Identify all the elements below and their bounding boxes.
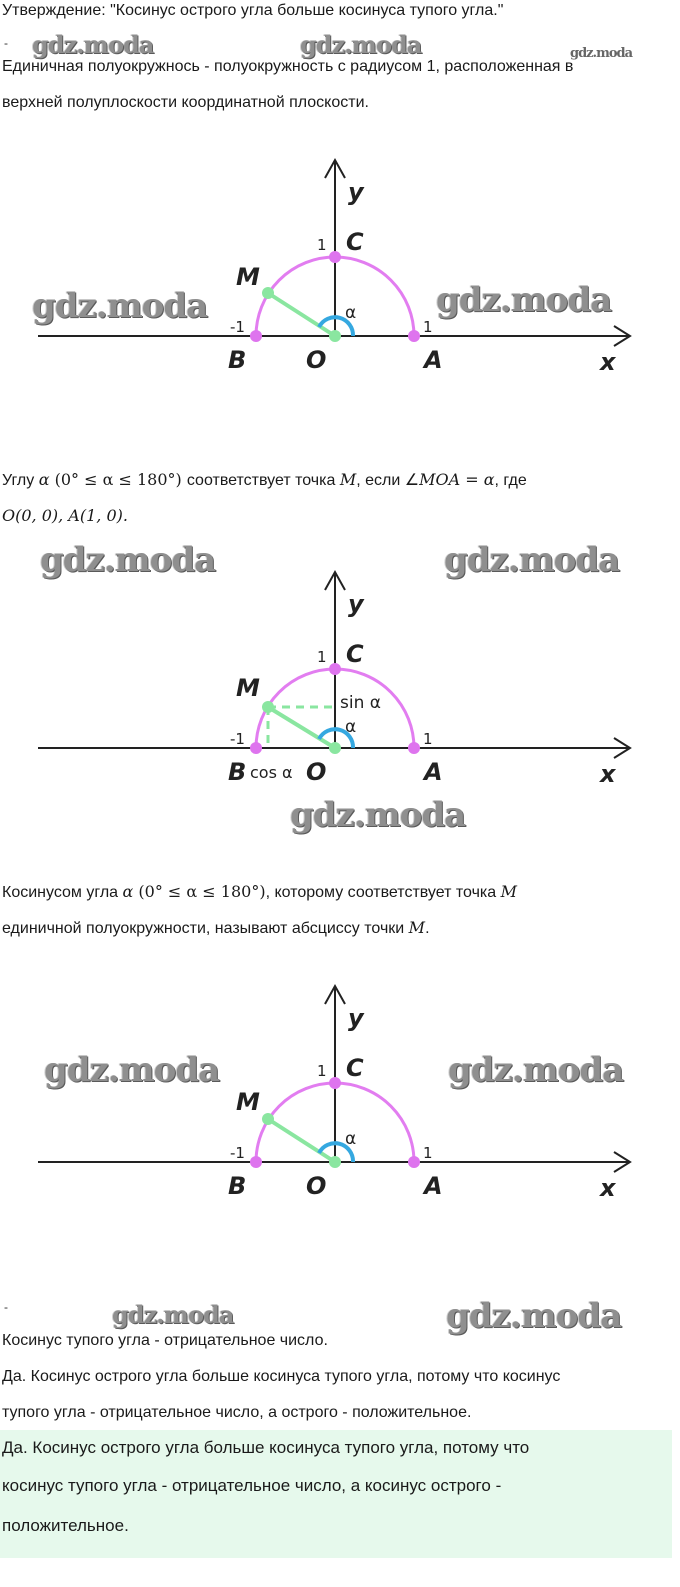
angle-alpha-label: α [345, 303, 357, 323]
point-b-label: B [228, 1172, 247, 1200]
point-b-label: B [228, 346, 247, 374]
point-c-label: C [346, 1054, 364, 1082]
semicircle-diagram-2 [0, 560, 680, 800]
radius-om [268, 707, 335, 748]
radius-om [268, 293, 335, 336]
x-axis-label: x [600, 1174, 616, 1202]
point-a [408, 1156, 420, 1168]
point-o [329, 330, 341, 342]
watermark: gdz.moda [32, 286, 208, 326]
answer-line-1: Да. Косинус острого угла больше косинуса тупого угла, потому что [2, 1438, 530, 1457]
watermark: gdz.moda [44, 1050, 220, 1090]
x-axis-label: x [600, 348, 616, 376]
dash-mark: - [4, 36, 8, 50]
answer-line-3: положительное. [2, 1516, 129, 1535]
point-m [262, 1113, 274, 1125]
point-o-label: O [306, 758, 327, 786]
angle-definition-line-1: Углу α (0° ≤ α ≤ 180°) соответствует точка M, если ∠MOA = α, где [2, 470, 527, 489]
watermark: gdz.moda [436, 280, 612, 320]
point-a-label: A [424, 758, 443, 786]
point-m [262, 701, 274, 713]
tick-label-minus-1: -1 [230, 730, 245, 748]
y-axis-label: y [348, 1004, 364, 1032]
watermark: gdz.moda [444, 540, 620, 580]
point-c [329, 663, 341, 675]
point-o [329, 742, 341, 754]
watermark: gdz.moda [290, 795, 466, 835]
point-a [408, 330, 420, 342]
tick-label-minus-1: -1 [230, 1144, 245, 1162]
point-m-label: M [236, 1088, 260, 1116]
tick-label-1-y: 1 [317, 648, 327, 666]
point-o-label: O [306, 1172, 327, 1200]
definition-line-1: Единичная полуокружнось - полуокружность с радиусом 1, расположенная в [2, 58, 574, 75]
cos-definition-line-2: единичной полуокружности, называют абсциссу точки M. [2, 918, 430, 937]
watermark: gdz.moda [448, 1050, 624, 1090]
point-c-label: C [346, 228, 364, 256]
watermark: gdz.moda [446, 1296, 622, 1336]
watermark: gdz.moda [40, 540, 216, 580]
semicircle-diagram-1 [0, 150, 680, 390]
y-axis-label: y [348, 590, 364, 618]
watermark: gdz.moda [300, 30, 422, 59]
point-o [329, 1156, 341, 1168]
point-m [262, 287, 274, 299]
definition-line-2: верхней полуплоскости координатной плоскости. [2, 94, 369, 111]
angle-alpha-label: α [345, 1129, 357, 1149]
point-c-label: C [346, 640, 364, 668]
semicircle-diagram-3 [0, 975, 680, 1215]
point-a-label: A [424, 1172, 443, 1200]
point-m-label: M [236, 674, 260, 702]
point-b [250, 330, 262, 342]
sin-alpha-label: sin α [340, 693, 381, 713]
point-a [408, 742, 420, 754]
point-b-label: B [228, 758, 247, 786]
point-c [329, 251, 341, 263]
point-o-label: O [306, 346, 327, 374]
tick-label-1-x: 1 [423, 730, 433, 748]
dash-mark: - [4, 1300, 8, 1314]
tick-label-1-y: 1 [317, 236, 327, 254]
point-c [329, 1077, 341, 1089]
y-axis-label: y [348, 178, 364, 206]
angle-alpha-label: α [345, 717, 357, 737]
point-m-label: M [236, 263, 260, 291]
point-a-label: A [424, 346, 443, 374]
statement-text: Утверждение: "Косинус острого угла больше косинуса тупого угла." [2, 2, 504, 19]
answer-box [0, 1430, 672, 1558]
tick-label-1-y: 1 [317, 1062, 327, 1080]
watermark: gdz.moda [32, 30, 154, 59]
explanation-line-1: Да. Косинус острого угла больше косинуса тупого угла, потому что косинус [2, 1368, 561, 1385]
radius-om [268, 1119, 335, 1162]
point-b [250, 742, 262, 754]
tick-label-1-x: 1 [423, 1144, 433, 1162]
tick-label-1-x: 1 [423, 318, 433, 336]
point-b [250, 1156, 262, 1168]
answer-line-2: косинус тупого угла - отрицательное число, а косинус острого - [2, 1476, 502, 1495]
fact-line: Косинус тупого угла - отрицательное число. [2, 1332, 328, 1349]
tick-label-minus-1: -1 [230, 318, 245, 336]
x-axis-label: x [600, 760, 616, 788]
cos-alpha-label: cos α [250, 763, 293, 782]
cos-definition-line-1: Косинусом угла α (0° ≤ α ≤ 180°), которому соответствует точка M [2, 882, 517, 901]
angle-definition-line-2: O(0, 0), A(1, 0). [2, 506, 128, 525]
explanation-line-2: тупого угла - отрицательное число, а острого - положительное. [2, 1404, 472, 1421]
watermark: gdz.moda [570, 46, 633, 61]
watermark: gdz.moda [112, 1300, 234, 1329]
